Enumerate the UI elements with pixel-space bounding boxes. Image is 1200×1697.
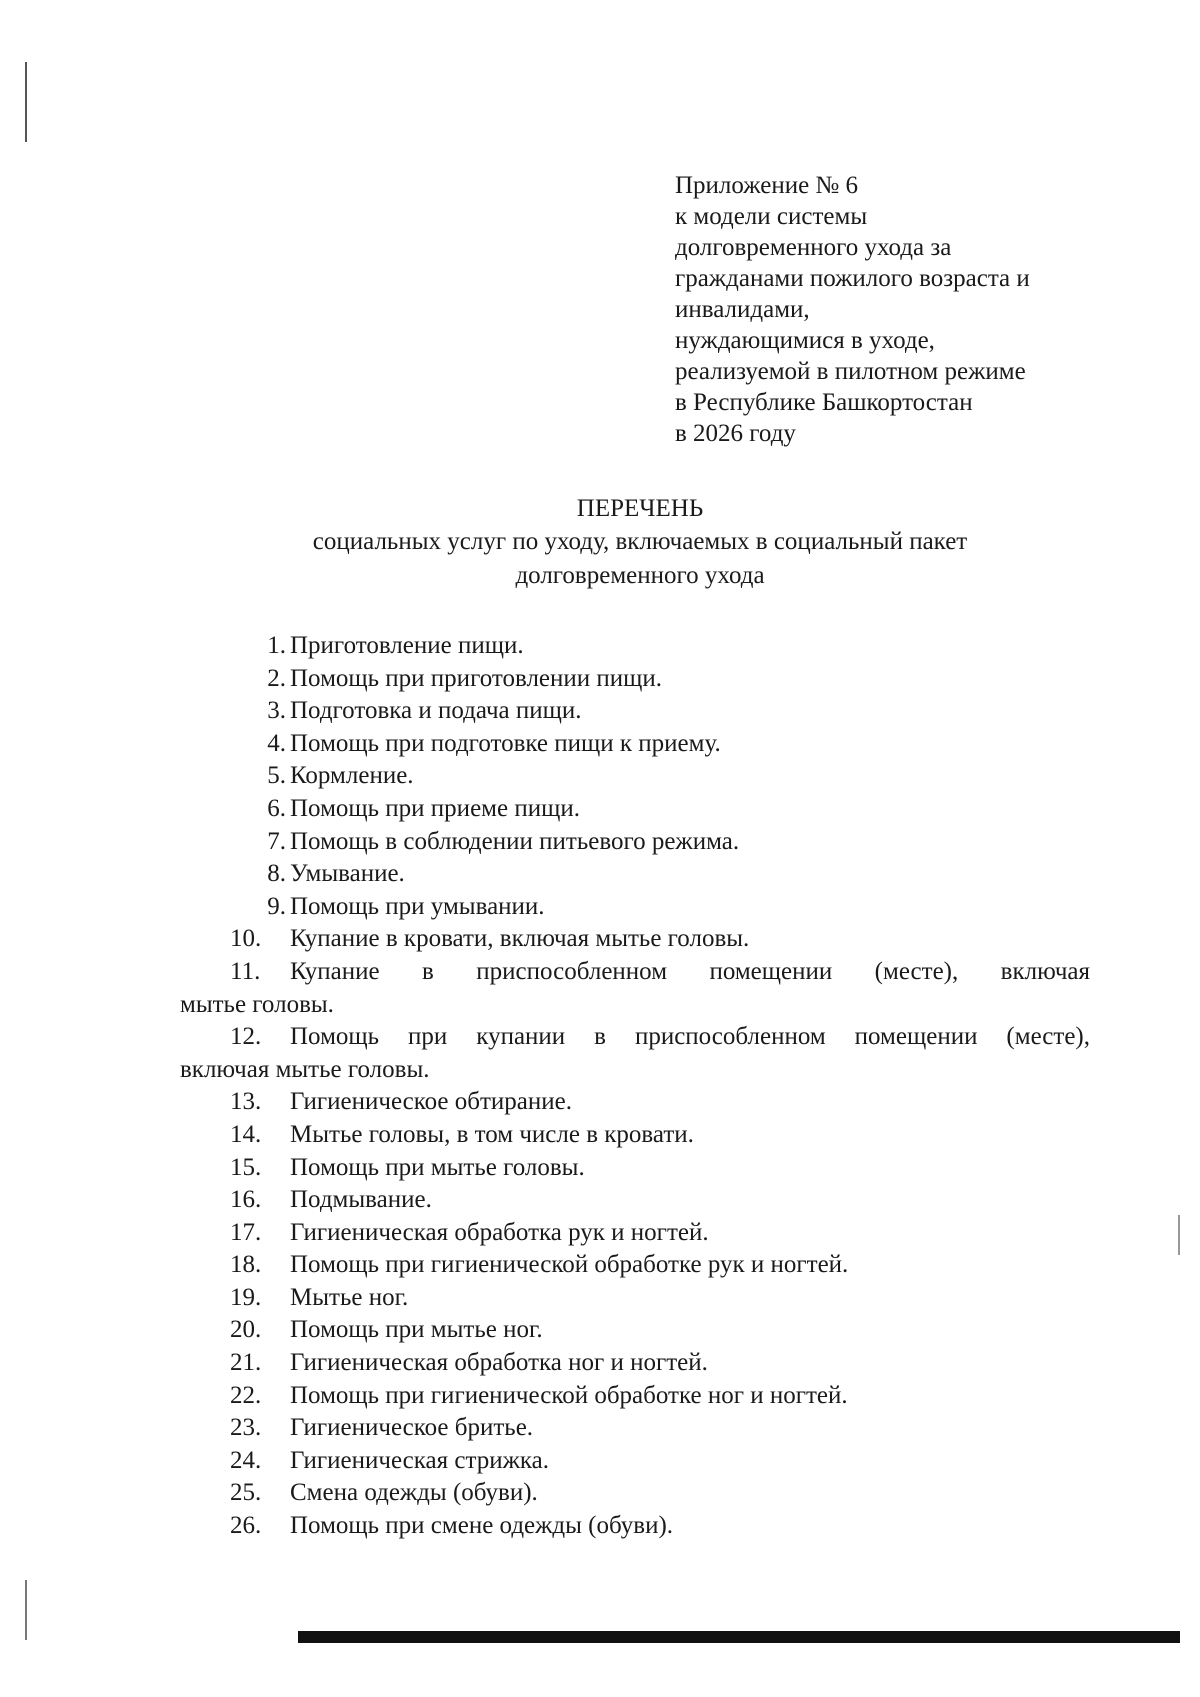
list-item bbox=[180, 793, 1090, 826]
document-subtitle bbox=[0, 525, 1200, 593]
item-number: 10. bbox=[230, 925, 262, 953]
item-text: Гигиеническая стрижка. bbox=[290, 1446, 549, 1474]
item-text: Гигиеническое обтирание. bbox=[290, 1088, 573, 1116]
item-text-continuation: включая мытье головы. bbox=[180, 1055, 430, 1083]
item-text: Подготовка и подача пищи. bbox=[290, 697, 582, 725]
item-number: 5. bbox=[267, 762, 286, 790]
item-number: 7. bbox=[267, 827, 286, 855]
item-text: Купание в кровати, включая мытье головы. bbox=[290, 925, 750, 953]
annex-line: долговременного ухода за bbox=[675, 234, 952, 261]
item-text: Умывание. bbox=[290, 860, 405, 888]
list-item bbox=[180, 858, 1090, 891]
item-number: 18. bbox=[230, 1251, 262, 1279]
scan-edge-mark bbox=[25, 62, 27, 142]
list-item bbox=[180, 1086, 1090, 1119]
item-number: 21. bbox=[230, 1349, 262, 1377]
list-item bbox=[180, 891, 1090, 924]
item-number: 15. bbox=[230, 1153, 262, 1181]
item-text: Приготовление пищи. bbox=[290, 632, 524, 659]
subtitle-line: социальных услуг по уходу, включаемых в социальный пакет bbox=[312, 528, 968, 555]
item-number: 9. bbox=[267, 892, 286, 920]
item-text: Помощь при приготовлении пищи. bbox=[290, 664, 663, 692]
item-number: 16. bbox=[230, 1186, 262, 1214]
item-number: 22. bbox=[230, 1381, 262, 1409]
list-item bbox=[180, 1217, 1090, 1250]
list-item bbox=[180, 695, 1090, 728]
annex-line: к модели системы bbox=[675, 203, 868, 230]
annex-line: в Республике Башкортостан bbox=[675, 389, 973, 416]
item-text-continuation: мытье головы. bbox=[180, 990, 334, 1018]
list-item bbox=[180, 663, 1090, 696]
item-text: Помощь при гигиенической обработке ног и ногтей. bbox=[290, 1381, 848, 1409]
item-number: 3. bbox=[267, 697, 286, 725]
item-number: 19. bbox=[230, 1283, 262, 1311]
list-item bbox=[180, 1184, 1090, 1217]
item-number: 2. bbox=[267, 664, 286, 692]
item-text: Мытье головы, в том числе в кровати. bbox=[290, 1120, 694, 1148]
item-text: Гигиеническая обработка рук и ногтей. bbox=[290, 1218, 709, 1246]
item-number: 8. bbox=[267, 860, 286, 888]
item-text: Смена одежды (обуви). bbox=[290, 1479, 538, 1507]
item-number: 26. bbox=[230, 1512, 262, 1540]
item-number: 4. bbox=[267, 729, 286, 757]
item-number: 24. bbox=[230, 1446, 262, 1474]
item-text: Помощь при мытье ног. bbox=[290, 1316, 543, 1344]
list-item bbox=[180, 1347, 1090, 1380]
item-number: 14. bbox=[230, 1120, 262, 1148]
list-item bbox=[180, 760, 1090, 793]
document-title: ПЕРЕЧЕНЬ bbox=[576, 495, 704, 522]
item-text: Помощь при подготовке пищи к приему. bbox=[290, 729, 721, 757]
list-item bbox=[180, 1380, 1090, 1413]
scan-edge-mark bbox=[25, 1580, 27, 1640]
list-item bbox=[180, 1314, 1090, 1347]
item-number: 1. bbox=[267, 632, 286, 659]
annex-line: гражданами пожилого возраста и bbox=[675, 265, 1030, 292]
item-text: Помощь при купании в приспособленном помещении (месте), bbox=[290, 1023, 1090, 1051]
footer-rule bbox=[298, 1631, 1180, 1643]
item-number: 6. bbox=[267, 794, 286, 822]
annex-line: Приложение № 6 bbox=[675, 172, 859, 199]
item-number: 12. bbox=[230, 1023, 262, 1051]
list-item bbox=[180, 923, 1090, 956]
list-item bbox=[180, 1152, 1090, 1185]
item-text: Помощь при мытье головы. bbox=[290, 1153, 585, 1181]
item-text: Подмывание. bbox=[290, 1186, 432, 1214]
list-item bbox=[180, 956, 1090, 1021]
annex-header bbox=[675, 170, 1030, 449]
list-item bbox=[180, 1412, 1090, 1445]
item-text: Гигиеническая обработка ног и ногтей. bbox=[290, 1349, 708, 1377]
item-number: 11. bbox=[230, 957, 261, 985]
list-item bbox=[180, 1477, 1090, 1510]
annex-line: нуждающимися в уходе, bbox=[675, 327, 935, 354]
item-number: 13. bbox=[230, 1088, 262, 1116]
item-number: 25. bbox=[230, 1479, 262, 1507]
item-number: 17. bbox=[230, 1218, 262, 1246]
item-number: 23. bbox=[230, 1414, 262, 1442]
subtitle-line: долговременного ухода bbox=[515, 562, 765, 589]
item-text: Помощь при умывании. bbox=[290, 892, 545, 920]
item-text: Помощь при смене одежды (обуви). bbox=[290, 1512, 674, 1540]
item-text: Мытье ног. bbox=[290, 1283, 409, 1311]
list-item bbox=[180, 1119, 1090, 1152]
item-text: Гигиеническое бритье. bbox=[290, 1414, 534, 1442]
item-text: Кормление. bbox=[290, 762, 414, 790]
list-item bbox=[180, 1249, 1090, 1282]
list-item bbox=[180, 630, 1090, 663]
scan-edge-mark bbox=[1178, 1215, 1180, 1255]
list-item bbox=[180, 826, 1090, 859]
list-item bbox=[180, 1445, 1090, 1478]
annex-line: инвалидами, bbox=[675, 296, 810, 323]
annex-line: реализуемой в пилотном режиме bbox=[675, 358, 1026, 385]
list-item bbox=[180, 1021, 1090, 1086]
annex-line: в 2026 году bbox=[675, 420, 796, 447]
item-text: Купание в приспособленном помещении (месте), включая bbox=[290, 957, 1090, 985]
item-text: Помощь при гигиенической обработке рук и ногтей. bbox=[290, 1251, 849, 1279]
list-item bbox=[180, 728, 1090, 761]
list-item bbox=[180, 1510, 1090, 1543]
item-text: Помощь при приеме пищи. bbox=[290, 794, 580, 822]
item-text: Помощь в соблюдении питьевого режима. bbox=[290, 827, 740, 855]
services-list bbox=[180, 630, 1090, 1543]
list-item bbox=[180, 1282, 1090, 1315]
item-number: 20. bbox=[230, 1316, 262, 1344]
